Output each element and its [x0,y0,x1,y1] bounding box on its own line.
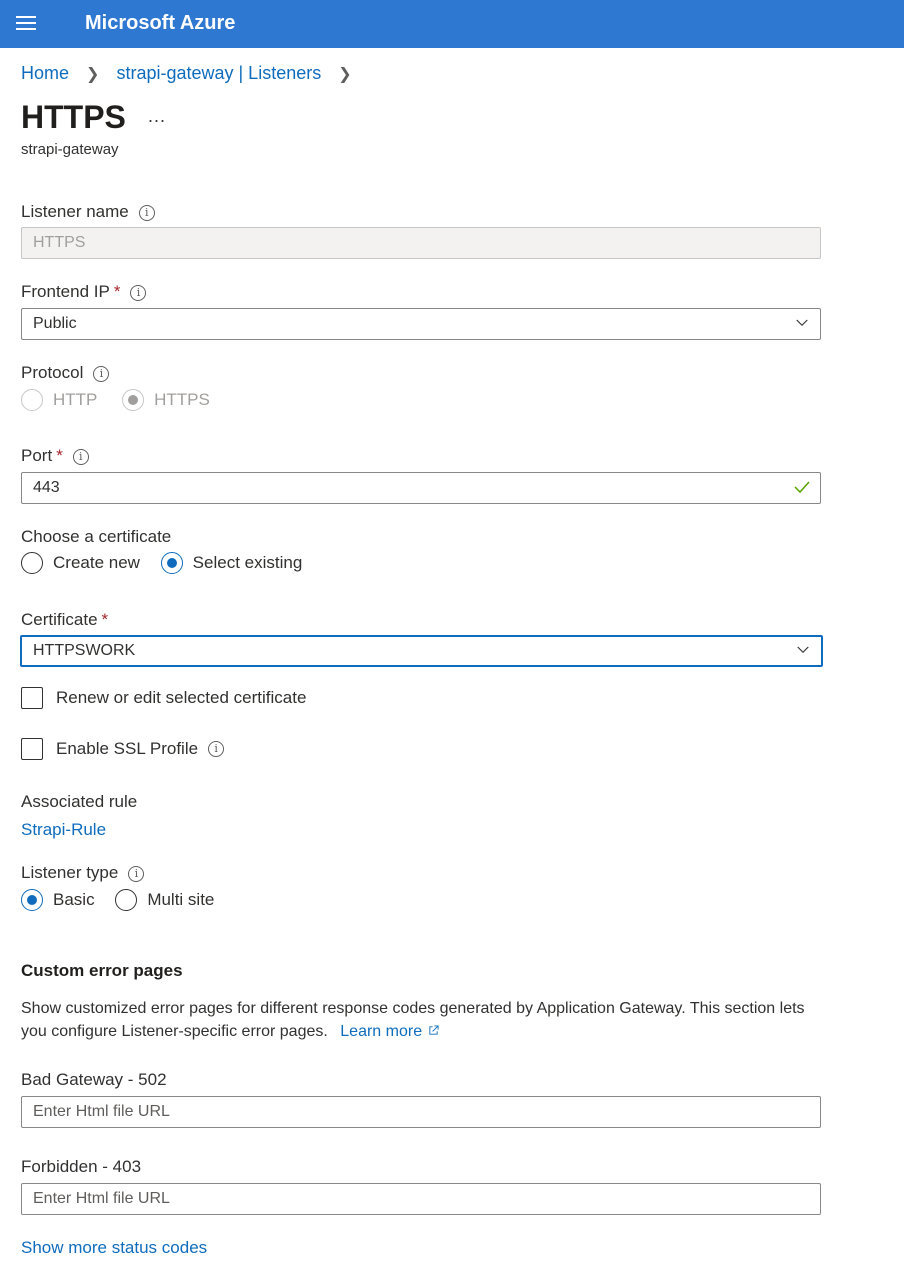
forbidden-placeholder: Enter Html file URL [33,1190,170,1207]
basic-label: Basic [53,890,95,909]
bad-gateway-placeholder: Enter Html file URL [33,1103,170,1120]
basic-radio[interactable] [21,889,95,911]
breadcrumb-home[interactable]: Home [21,63,70,83]
frontend-ip-dropdown[interactable] [21,308,821,340]
info-icon[interactable]: i [208,741,224,757]
description-text: Show customized error pages for different response codes generated by Application Gateway. This section lets you configure Listener-specific error pages. [21,1000,805,1040]
checkmark-valid-icon [794,480,810,494]
top-bar [0,0,904,48]
breadcrumb [21,63,364,84]
select-existing-radio[interactable] [161,552,303,574]
required-marker: * [56,446,63,465]
ssl-profile-row [21,738,224,760]
multi-site-radio[interactable] [115,889,214,911]
chevron-down-icon [797,644,809,656]
chevron-right-icon: ❯ [338,66,352,83]
port-value: 443 [33,479,60,496]
page-subtitle: strapi-gateway [21,141,119,158]
listener-type-label-text: Listener type [21,863,119,882]
brand-title[interactable]: Microsoft Azure [85,12,236,34]
certificate-label [21,610,108,630]
protocol-http-radio [21,389,97,411]
info-icon[interactable]: i [73,449,89,465]
associated-rule-link[interactable]: Strapi-Rule [21,820,107,839]
listener-name-label [21,202,155,222]
certificate-dropdown[interactable] [20,635,823,667]
more-options-button[interactable]: ... [148,106,167,126]
forbidden-label: Forbidden - 403 [21,1157,142,1176]
bad-gateway-url-input[interactable] [21,1096,821,1128]
protocol-http-label: HTTP [53,390,98,409]
required-marker: * [113,282,121,301]
create-new-radio[interactable] [21,552,140,574]
renew-certificate-label: Renew or edit selected certificate [56,688,307,707]
certificate-choice-radio-group [21,552,302,574]
enable-ssl-profile-label: Enable SSL Profile [56,739,199,758]
breadcrumb-listeners[interactable]: strapi-gateway | Listeners [116,63,322,83]
port-label [21,446,89,466]
frontend-ip-label [21,282,146,302]
info-icon[interactable]: i [130,285,146,301]
show-more-status-codes-link[interactable]: Show more status codes [21,1238,208,1257]
create-new-label: Create new [53,553,140,572]
frontend-ip-value: Public [33,315,77,332]
port-input[interactable] [21,472,821,504]
info-icon[interactable]: i [128,866,144,882]
custom-error-pages-description [21,997,811,1043]
frontend-ip-label-text: Frontend IP [21,282,110,301]
chevron-down-icon [796,317,808,329]
protocol-https-label: HTTPS [154,390,210,409]
forbidden-url-input[interactable] [21,1183,821,1215]
associated-rule-label: Associated rule [21,792,138,811]
certificate-value: HTTPSWORK [33,642,136,659]
external-link-icon [428,1025,439,1036]
listener-name-value: HTTPS [33,234,86,251]
protocol-label-text: Protocol [21,363,84,382]
protocol-https-radio [122,389,210,411]
enable-ssl-profile-checkbox[interactable] [21,738,43,760]
learn-more-link[interactable] [340,1023,439,1040]
multi-site-label: Multi site [147,890,215,909]
page-title: HTTPS [21,99,126,135]
bad-gateway-label: Bad Gateway - 502 [21,1070,167,1089]
required-marker: * [101,610,109,629]
listener-type-label [21,863,144,883]
protocol-radio-group [21,389,210,411]
port-label-text: Port [21,446,53,465]
certificate-label-text: Certificate [21,610,98,629]
chevron-right-icon: ❯ [86,66,100,83]
listener-name-input [21,227,821,259]
protocol-label [21,363,109,383]
listener-type-radio-group [21,889,214,911]
custom-error-pages-title: Custom error pages [21,961,183,980]
hamburger-menu-icon[interactable] [16,16,36,32]
renew-certificate-checkbox[interactable] [21,687,43,709]
info-icon[interactable]: i [139,205,155,221]
renew-certificate-row [21,687,306,709]
listener-name-label-text: Listener name [21,202,129,221]
choose-certificate-label: Choose a certificate [21,527,172,546]
info-icon[interactable]: i [93,366,109,382]
learn-more-text: Learn more [340,1023,423,1040]
select-existing-label: Select existing [192,553,303,572]
